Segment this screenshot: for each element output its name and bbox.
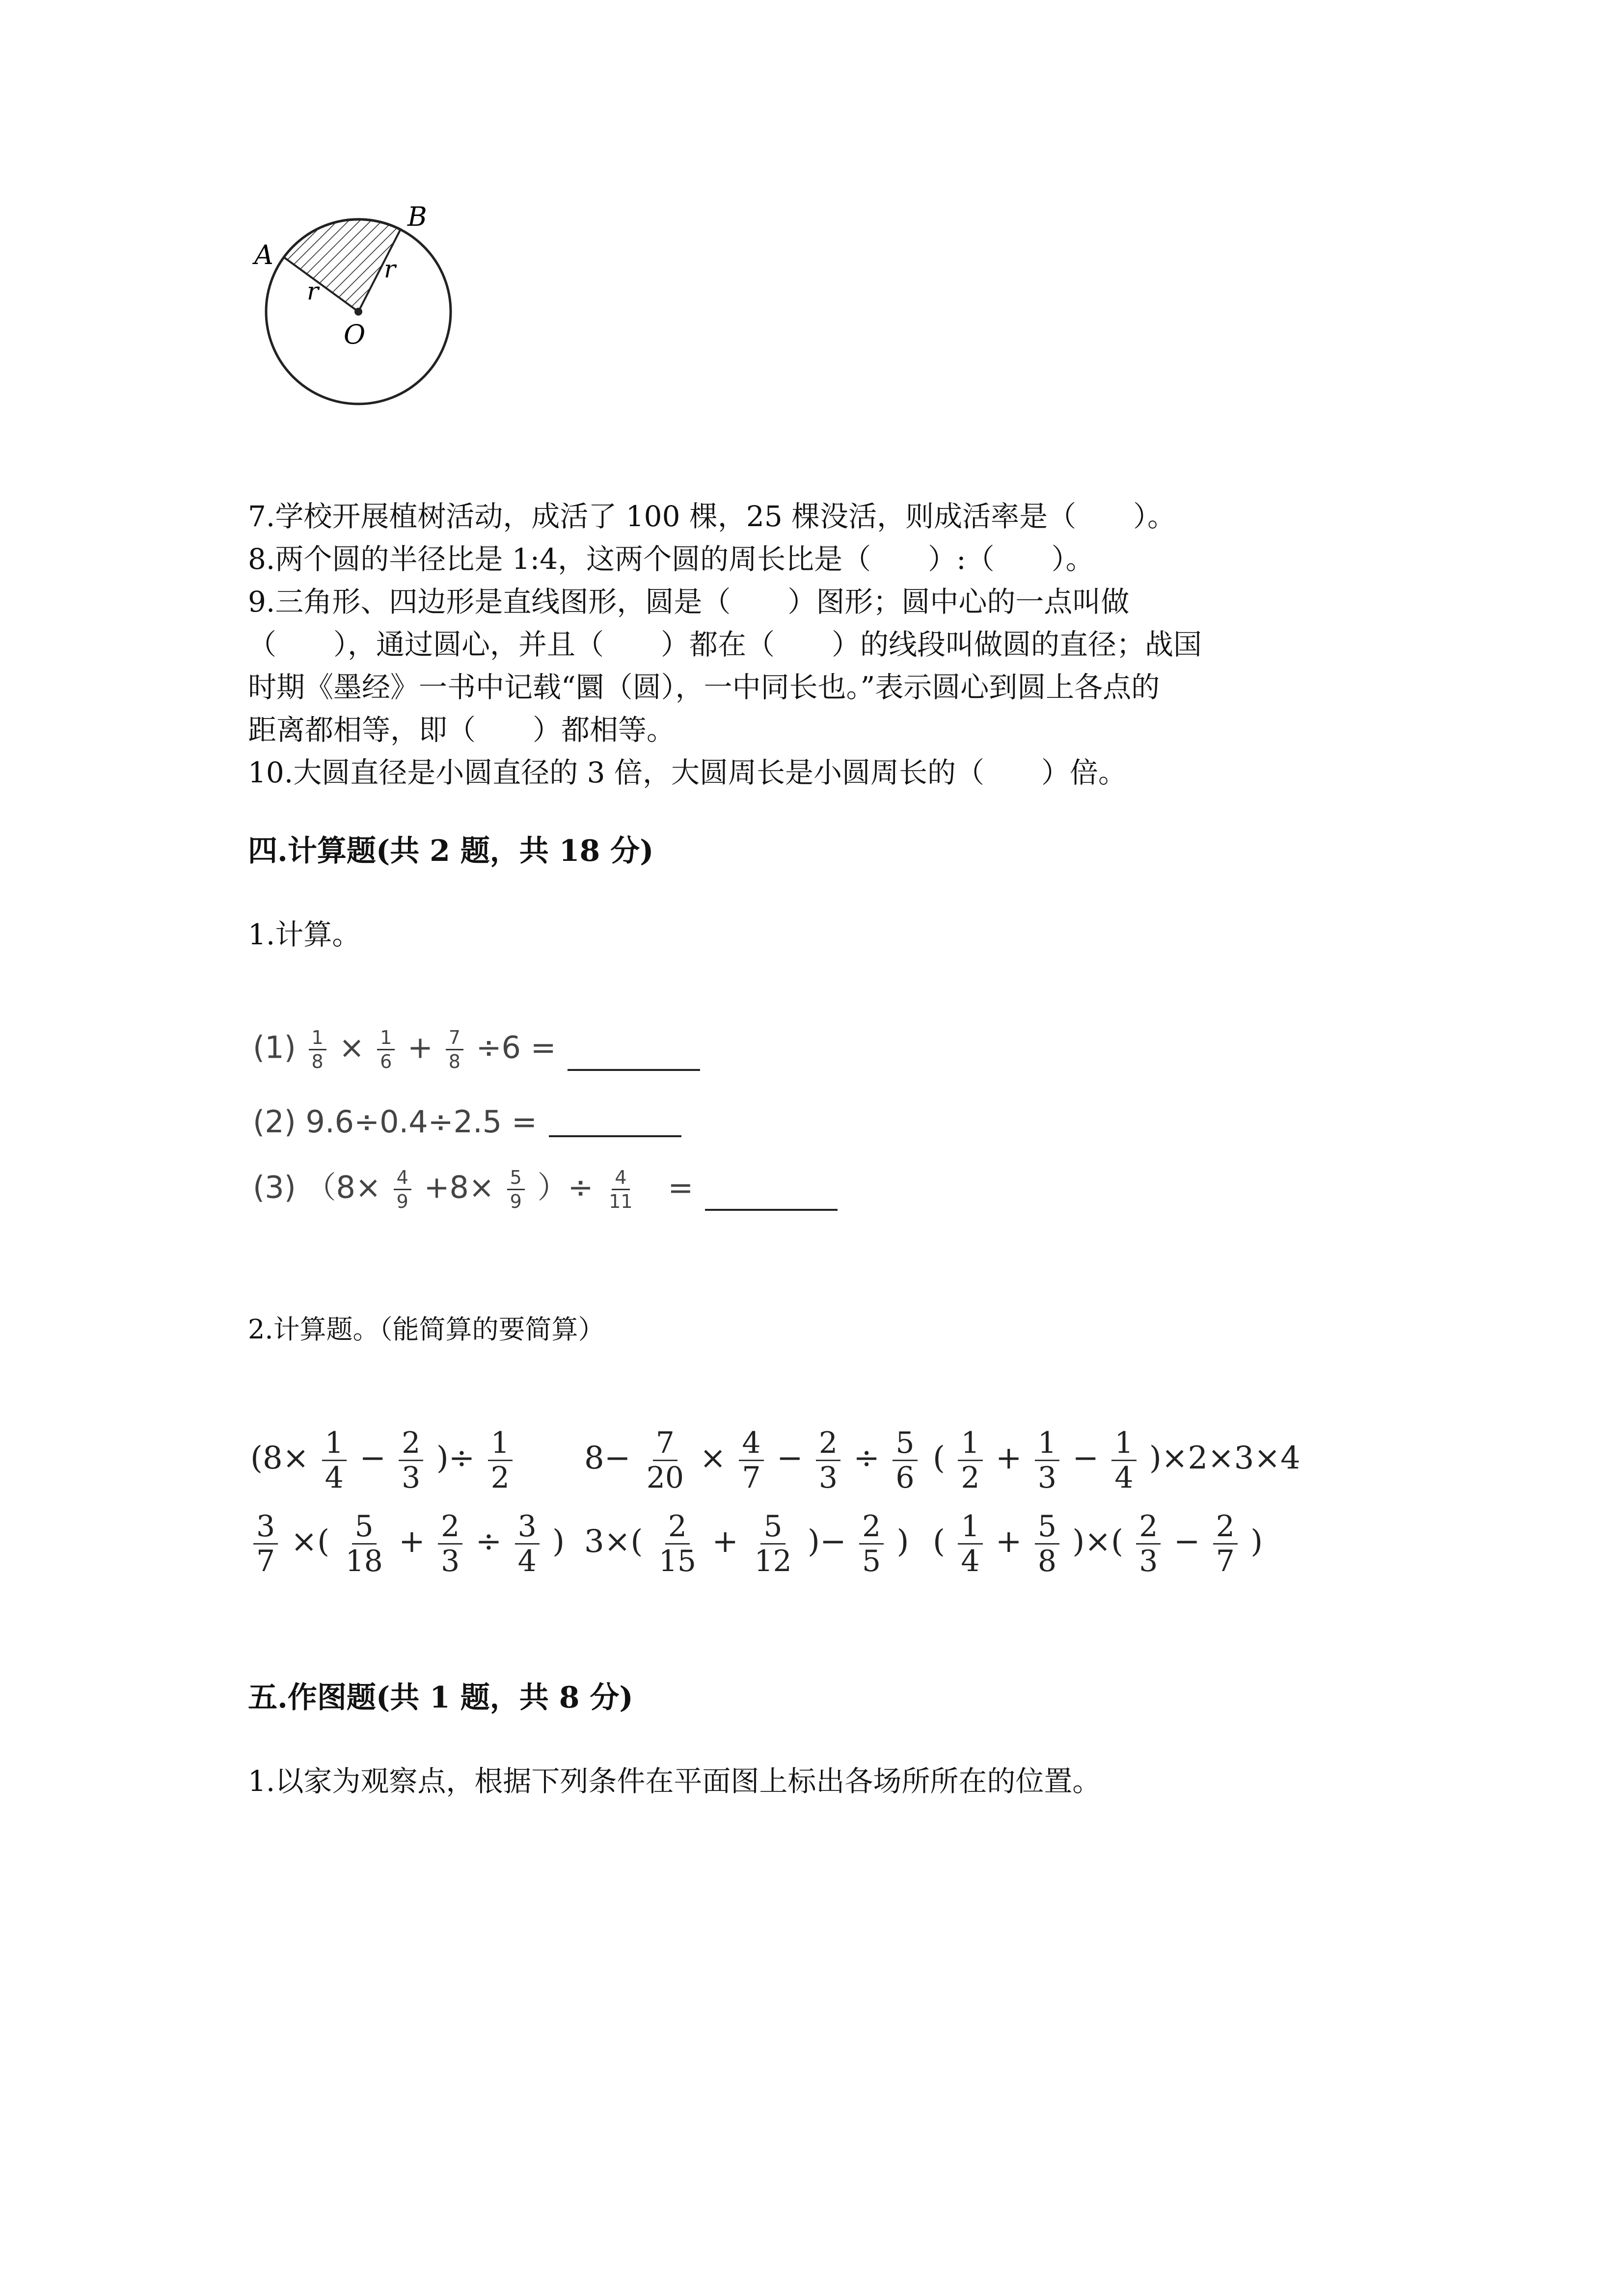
question-9-line-3: 时期《墨经》一书中记载“圜（圆），一中同长也。”表示圆心到圆上各点的	[248, 670, 1160, 704]
label-r-left: r	[307, 277, 319, 305]
question-9-line-1: 9.三角形、四边形是直线图形，圆是（ ）图形；圆中心的一点叫做	[248, 585, 1130, 618]
fraction: $\frac{1}{6}$	[377, 1028, 395, 1071]
calc-3-label: (3)	[253, 1169, 296, 1205]
label-a: A	[254, 240, 273, 270]
section-5-title: 五.作图题(共 1 题，共 8 分)	[248, 1681, 633, 1715]
circle-sector-figure	[245, 201, 471, 412]
expression-5: 3×( $\frac{2}{15}$ + $\frac{5}{12}$ )− $\frac{2}{5}$ )	[584, 1509, 909, 1578]
fraction: $\frac{4}{11}$	[609, 1167, 633, 1212]
expression-1: (8× $\frac{1}{4}$ − $\frac{2}{3}$ )÷ $\frac{1}{2}$	[250, 1428, 515, 1493]
fraction: $\frac{4}{9}$	[394, 1168, 411, 1211]
question-9-line-4: 距离都相等，即（ ）都相等。	[248, 713, 676, 747]
calc-1-tail: ÷6 =	[476, 1029, 556, 1066]
expression-3: ( $\frac{1}{2}$ + $\frac{1}{3}$ − $\frac{1}{4}$ )×2×3×4	[933, 1426, 1300, 1495]
label-r-right: r	[384, 255, 396, 283]
calc-2-text: (2) 9.6÷0.4÷2.5 =	[253, 1104, 537, 1140]
fraction: $\frac{1}{8}$	[309, 1028, 326, 1071]
label-o: O	[344, 319, 366, 350]
calc-3-open: （8×	[305, 1169, 381, 1205]
fraction: $\frac{7}{8}$	[446, 1028, 463, 1071]
calc-3-eq: =	[668, 1169, 694, 1205]
calc-item-2	[253, 1104, 681, 1140]
calc-3-mid: +8×	[424, 1169, 494, 1205]
question-8: 8.两个圆的半径比是 1:4，这两个圆的周长比是（ ）:（ ）。	[248, 542, 1094, 576]
calc-item-3	[253, 1168, 838, 1211]
expression-4: $\frac{3}{7}$ ×( $\frac{5}{18}$ + $\frac{2}{3}$ ÷ $\frac{3}{4}$ )	[250, 1512, 565, 1576]
answer-blank[interactable]	[705, 1204, 838, 1211]
question-9-line-2: （ ），通过圆心，并且（ ）都在（ ）的线段叫做圆的直径；战国	[248, 628, 1202, 661]
question-10: 10.大圆直径是小圆直径的 3 倍，大圆周长是小圆周长的（ ）倍。	[248, 756, 1127, 789]
operator: ×	[339, 1029, 365, 1066]
section-4-title: 四.计算题(共 2 题，共 18 分)	[248, 834, 654, 868]
answer-blank[interactable]	[549, 1130, 681, 1137]
section-4-question-2-title: 2.计算题。（能简算的要简算）	[248, 1314, 605, 1345]
expression-2: 8− $\frac{7}{20}$ × $\frac{4}{7}$ − $\frac{2}{3}$ ÷ $\frac{5}{6}$	[584, 1428, 920, 1493]
calc-3-close: ）÷	[537, 1169, 594, 1205]
fraction: $\frac{5}{9}$	[507, 1168, 525, 1211]
question-7: 7.学校开展植树活动，成活了 100 棵，25 棵没活，则成活率是（ ）。	[248, 500, 1176, 533]
answer-blank[interactable]	[568, 1064, 700, 1071]
shaded-sector	[284, 219, 401, 312]
expression-6: ( $\frac{1}{4}$ + $\frac{5}{8}$ )×( $\frac{2}{3}$ − $\frac{2}{7}$ )	[933, 1509, 1263, 1578]
center-point	[354, 308, 362, 316]
section-5-question-1: 1.以家为观察点，根据下列条件在平面图上标出各场所所在的位置。	[248, 1764, 1101, 1798]
label-b: B	[407, 201, 427, 232]
operator: +	[407, 1029, 433, 1066]
calc-1-label: (1)	[253, 1029, 296, 1066]
calc-item-1	[253, 1028, 700, 1071]
section-4-question-1-title: 1.计算。	[248, 918, 361, 951]
